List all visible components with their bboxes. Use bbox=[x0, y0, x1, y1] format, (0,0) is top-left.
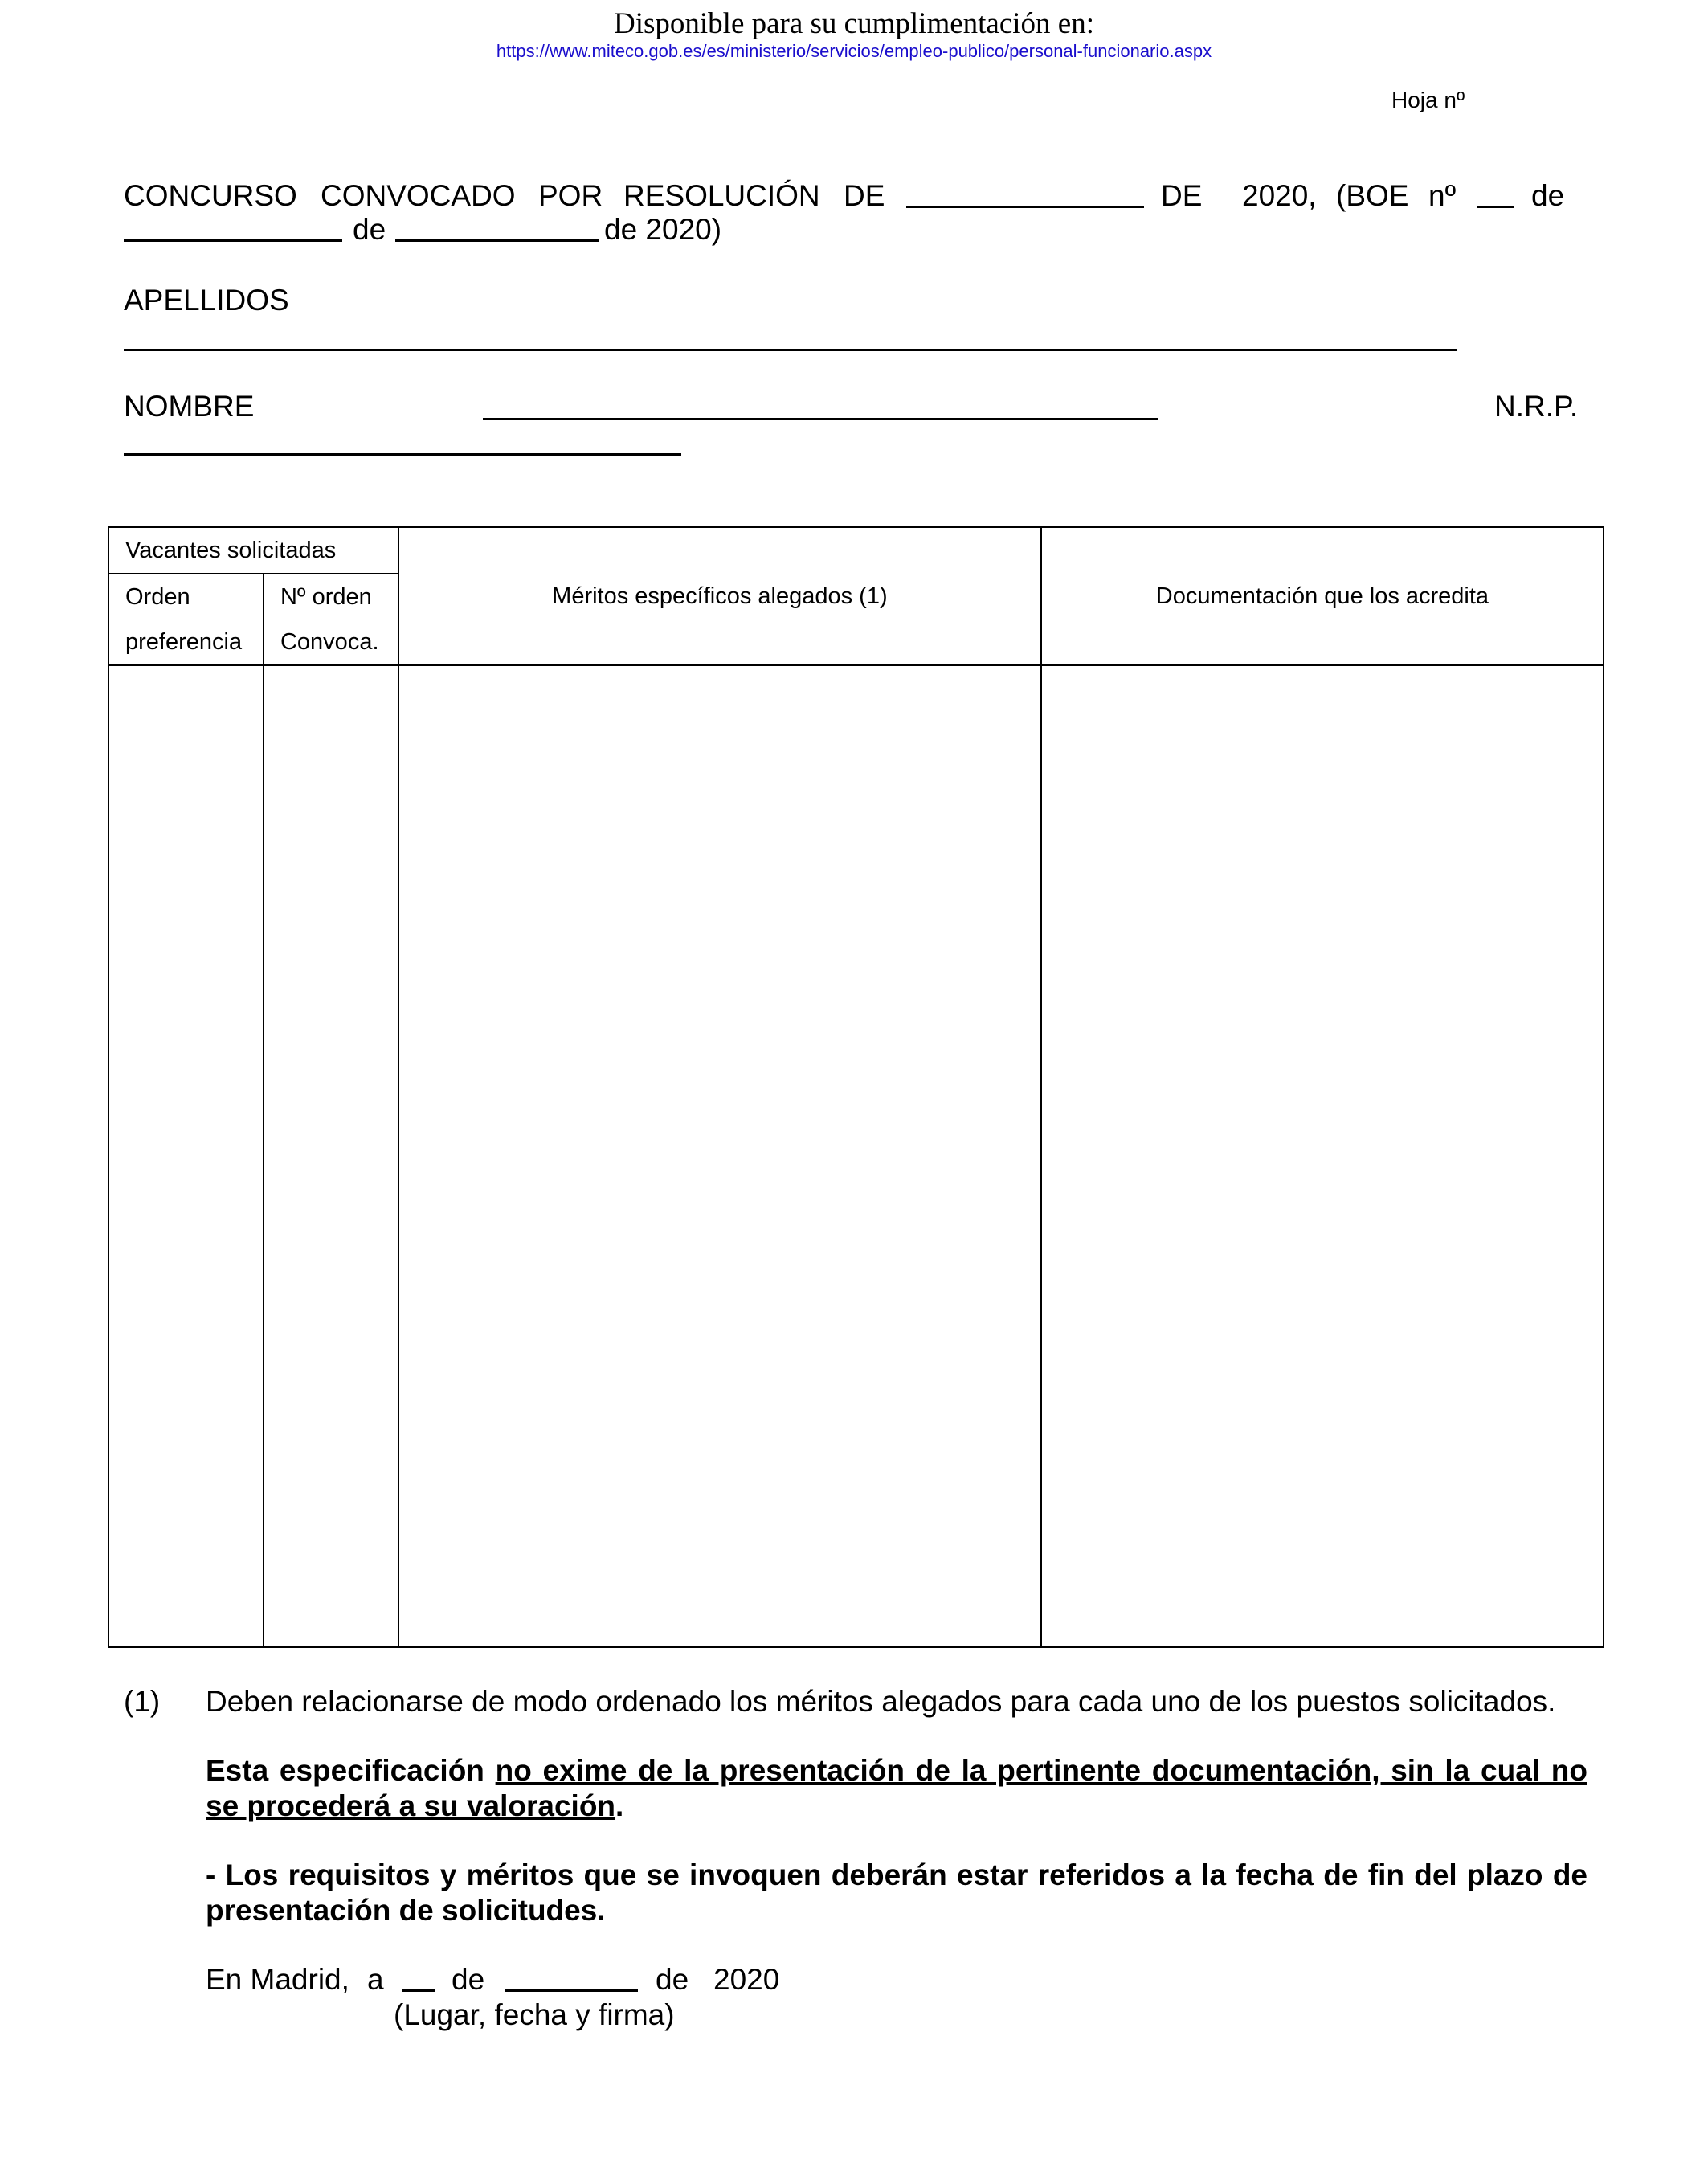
contest-word: RESOLUCIÓN bbox=[623, 179, 820, 212]
merits-cell[interactable] bbox=[398, 665, 1041, 1647]
call-order-header-line2: Convoca. bbox=[264, 619, 398, 665]
contest-word: (BOE bbox=[1336, 179, 1409, 212]
footnote-2 bbox=[206, 1753, 1587, 1824]
preference-order-cell[interactable] bbox=[108, 665, 264, 1647]
vacancies-header: Vacantes solicitadas bbox=[108, 527, 398, 574]
signature-place: En Madrid, bbox=[206, 1963, 349, 1996]
preference-order-header-line1: Orden bbox=[108, 574, 264, 619]
boe-month-field[interactable] bbox=[395, 212, 599, 242]
contest-word: 2020, bbox=[1242, 179, 1317, 212]
contest-word: CONVOCADO bbox=[321, 179, 516, 212]
signature-word: de bbox=[656, 1963, 689, 1996]
signature-year: 2020 bbox=[713, 1963, 780, 1996]
signature-day-field[interactable] bbox=[402, 1962, 435, 1992]
contest-word: de bbox=[353, 213, 386, 246]
nrp-label: N.R.P. bbox=[1494, 390, 1579, 423]
contest-word: CONCURSO bbox=[124, 179, 297, 212]
name-label: NOMBRE bbox=[124, 390, 255, 423]
call-order-header-line1: Nº orden bbox=[264, 574, 398, 619]
surnames-field[interactable] bbox=[124, 349, 1457, 351]
nrp-field[interactable] bbox=[124, 453, 681, 456]
contest-word: DE bbox=[1161, 179, 1203, 212]
signature-month-field[interactable] bbox=[505, 1962, 638, 1992]
documentation-header: Documentación que los acredita bbox=[1041, 527, 1604, 665]
signature-caption: (Lugar, fecha y firma) bbox=[394, 1998, 675, 2031]
boe-number-field[interactable] bbox=[1477, 178, 1514, 208]
contest-word: nº bbox=[1428, 179, 1457, 212]
name-field[interactable] bbox=[483, 418, 1158, 420]
contest-word: POR bbox=[538, 179, 603, 212]
boe-day-field[interactable] bbox=[124, 212, 342, 242]
resolution-date-field[interactable] bbox=[906, 178, 1144, 208]
surnames-label: APELLIDOS bbox=[124, 284, 289, 317]
footnote-2-underlined: no exime de la presentación de la pertinente documentación, sin la cual no se procederá a su valoración bbox=[206, 1754, 1587, 1822]
form-url-link[interactable]: https://www.miteco.gob.es/es/ministerio/servicios/empleo-publico/personal-funcionario.aspx bbox=[496, 41, 1212, 61]
merits-table bbox=[108, 526, 1604, 1648]
footnote-mark: (1) bbox=[124, 1685, 161, 1718]
contest-word: de 2020) bbox=[604, 213, 722, 246]
signature-word: de bbox=[452, 1963, 485, 1996]
signature-word: a bbox=[367, 1963, 384, 1996]
footnote-2-suffix: . bbox=[615, 1789, 624, 1822]
contest-word: DE bbox=[844, 179, 885, 212]
footnote-2-prefix: Esta especificación bbox=[206, 1754, 496, 1787]
footnote-3: - Los requisitos y méritos que se invoquen deberán estar referidos a la fecha de fin del plazo de presentación de solicitudes. bbox=[206, 1858, 1587, 1927]
merits-header: Méritos específicos alegados (1) bbox=[398, 527, 1041, 665]
footnote-1: Deben relacionarse de modo ordenado los méritos alegados para cada uno de los puestos solicitados. bbox=[206, 1685, 1556, 1718]
preference-order-header-line2: preferencia bbox=[108, 619, 264, 665]
call-order-cell[interactable] bbox=[264, 665, 398, 1647]
sheet-number-label: Hoja nº bbox=[1391, 88, 1465, 112]
availability-title: Disponible para su cumplimentación en: bbox=[613, 7, 1095, 40]
contest-word: de bbox=[1531, 179, 1565, 212]
documentation-cell[interactable] bbox=[1041, 665, 1604, 1647]
